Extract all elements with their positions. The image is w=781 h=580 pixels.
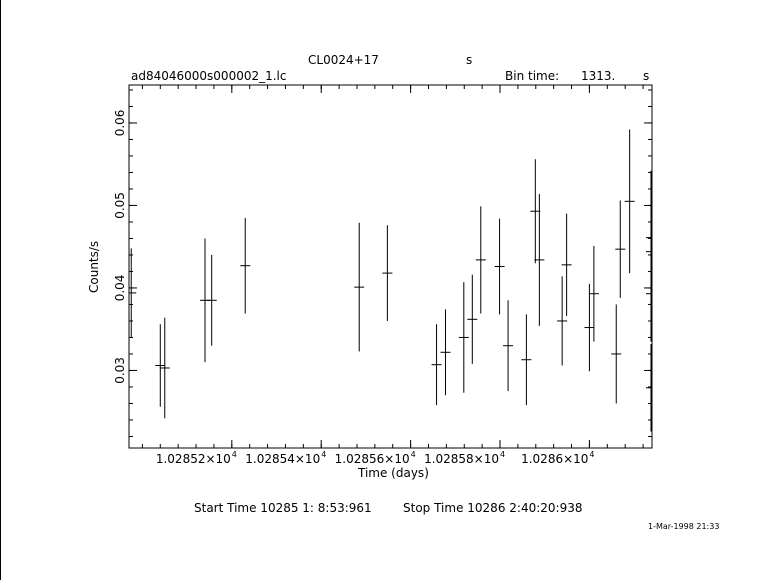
- file-label: ad84046000s000002_1.lc: [131, 69, 287, 83]
- data-point: [476, 206, 486, 313]
- data-point: [646, 344, 652, 431]
- x-tick-exponent: 4: [410, 450, 416, 459]
- data-point: [129, 248, 136, 337]
- data-point: [160, 318, 170, 419]
- data-point: [207, 255, 217, 346]
- data-point: [625, 130, 635, 274]
- x-tick-exponent: 4: [500, 450, 506, 459]
- data-point: [432, 324, 442, 405]
- title-unit: s: [466, 53, 473, 67]
- x-tick-label: 1.02854×10: [245, 452, 321, 466]
- x-tick-labels: [156, 450, 595, 466]
- object-title: CL0024+17: [308, 53, 379, 67]
- data-point: [467, 275, 477, 364]
- x-axis-label: Time (days): [358, 466, 429, 480]
- stop-time-label: Stop Time 10286 2:40:20:938: [403, 501, 583, 515]
- date-stamp: 1-Mar-1998 21:33: [648, 522, 720, 531]
- data-point: [440, 309, 450, 395]
- data-point: [240, 218, 250, 314]
- data-points: [129, 130, 652, 432]
- data-point: [562, 214, 572, 316]
- data-point: [534, 194, 544, 326]
- data-point: [530, 159, 540, 263]
- x-tick-label: 1.02856×10: [334, 452, 410, 466]
- data-point: [521, 314, 531, 405]
- x-tick-label: 1.0286×10: [521, 452, 589, 466]
- y-axis-label: Counts/s: [87, 240, 101, 293]
- data-point: [646, 246, 652, 342]
- data-point: [584, 284, 594, 371]
- data-point: [615, 201, 625, 298]
- plot-frame: [129, 85, 652, 448]
- y-tick-label: 0.06: [113, 109, 127, 137]
- data-point: [459, 282, 469, 393]
- x-tick-label: 1.02852×10: [155, 452, 231, 466]
- y-tick-label: 0.03: [113, 357, 127, 384]
- bin-time-unit: s: [643, 69, 650, 83]
- data-point: [354, 223, 364, 352]
- data-point: [611, 304, 621, 403]
- data-point: [382, 225, 392, 321]
- x-tick-exponent: 4: [589, 450, 595, 459]
- data-point: [503, 300, 513, 391]
- bin-time-value: 1313.: [581, 69, 616, 83]
- start-time-label: Start Time 10285 1: 8:53:961: [194, 501, 372, 515]
- x-tick-exponent: 4: [321, 450, 327, 459]
- y-tick-label: 0.04: [113, 274, 127, 302]
- data-point: [557, 276, 567, 365]
- y-tick-label: 0.05: [113, 192, 127, 219]
- bin-time-label: Bin time:: [505, 69, 560, 83]
- axis-ticks: [129, 85, 652, 448]
- y-tick-labels: [113, 110, 127, 384]
- data-point: [495, 219, 505, 315]
- data-point: [155, 324, 165, 407]
- x-tick-exponent: 4: [231, 450, 237, 459]
- x-tick-label: 1.02858×10: [424, 452, 500, 466]
